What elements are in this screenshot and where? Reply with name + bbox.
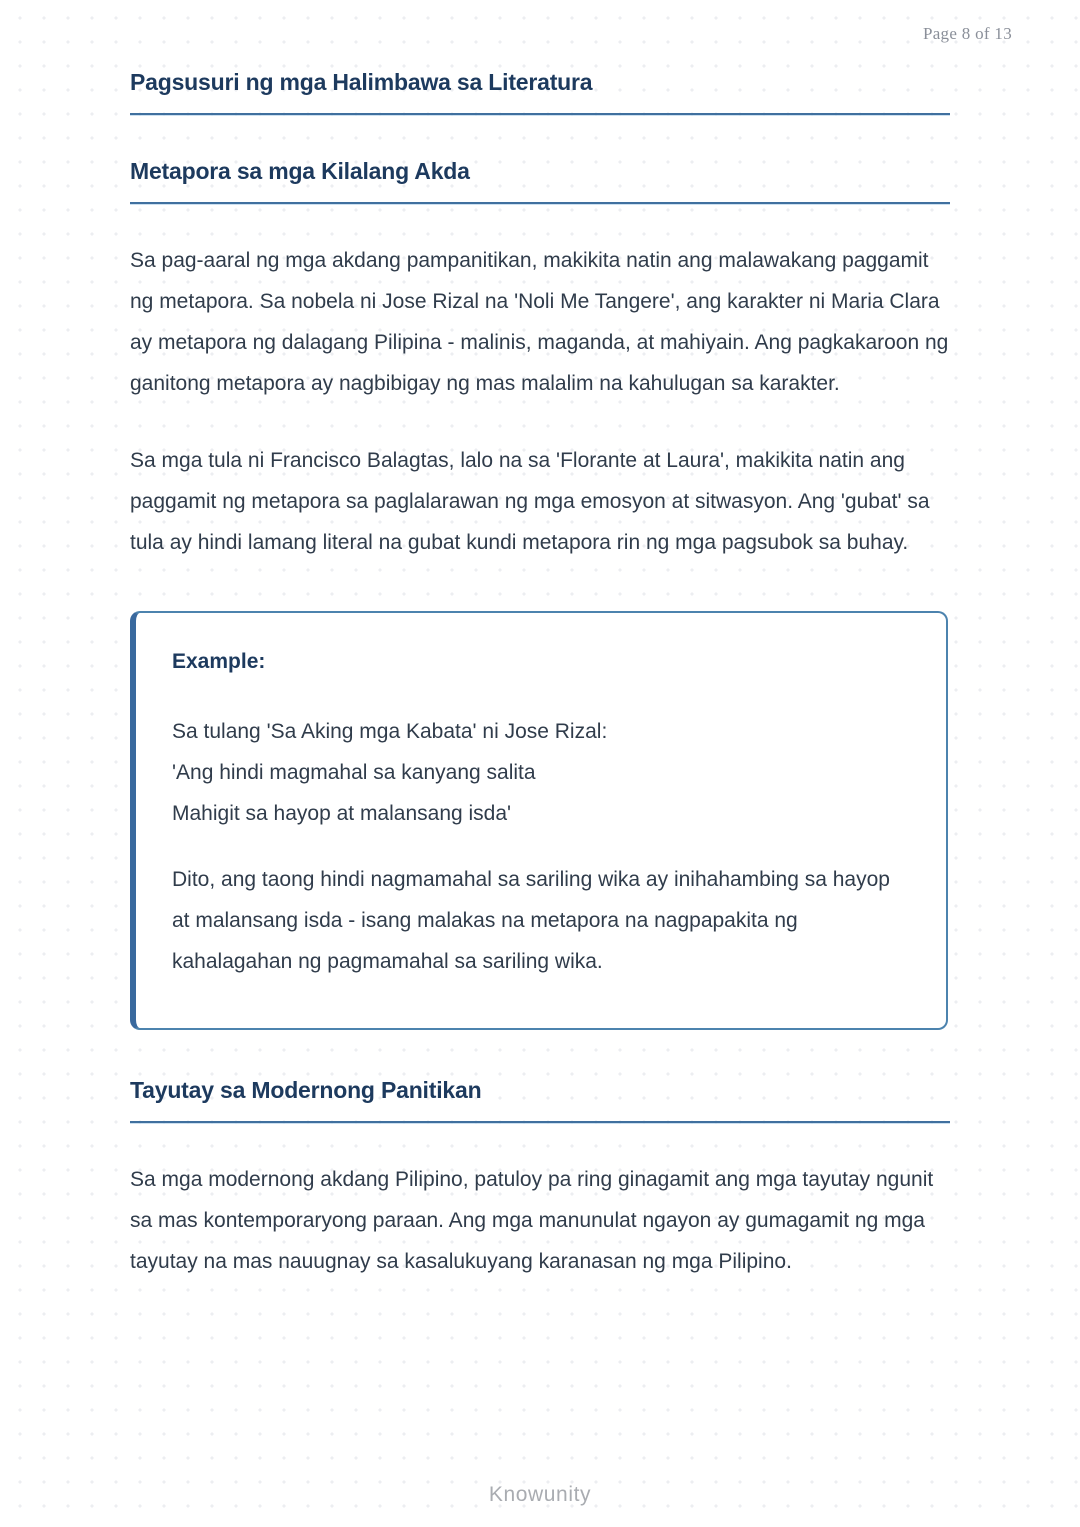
section-heading-metapora: Metapora sa mga Kilalang Akda — [130, 158, 470, 184]
document-title: Pagsusuri ng mga Halimbawa sa Literatura — [130, 69, 593, 95]
poem-line: Sa tulang 'Sa Aking mga Kabata' ni Jose Rizal: — [172, 720, 608, 743]
paragraph: Sa mga tula ni Francisco Balagtas, lalo na sa 'Florante at Laura', makikita natin ang paggamit ng metapora sa paglalarawan ng mga emosyon at sitwasyon. Ang 'gubat' sa tula ay hindi lamang literal na gubat kundi metapora rin ng mga pagsubok sa buhay. — [130, 449, 930, 554]
section-rule — [130, 1121, 950, 1123]
paragraph: Sa pag-aaral ng mga akdang pampanitikan, makikita natin ang malawakang paggamit ng metapora. Sa nobela ni Jose Rizal na 'Noli Me Tangere', ang karakter ni Maria Clara ay metapora ng dalagang Pilipina - malinis, maganda, at mahiyain. Ang pagkakaroon ng ganitong metapora ay nagbibigay ng mas malalim na kahulugan sa karakter. — [130, 249, 949, 395]
poem-line: 'Ang hindi magmahal sa kanyang salita — [172, 761, 536, 784]
section-rule — [130, 202, 950, 204]
example-label: Example: — [172, 650, 266, 673]
example-explanation: Dito, ang taong hindi nagmamahal sa sariling wika ay inihahambing sa hayop at malansang isda - isang malakas na metapora na nagpapakita ng kahalagahan ng pagmamahal sa sariling wika. — [172, 868, 890, 973]
page-indicator: Page 8 of 13 — [922, 24, 1012, 43]
poem-line: Mahigit sa hayop at malansang isda' — [172, 802, 512, 825]
section-heading-tayutay: Tayutay sa Modernong Panitikan — [130, 1077, 482, 1103]
paragraph: Sa mga modernong akdang Pilipino, patuloy pa ring ginagamit ang mga tayutay ngunit sa mas kontemporaryong paraan. Ang mga manunulat ngayon ay gumagamit ng mga tayutay na mas nauugnay sa kasalukuyang karanasan ng mga Pilipino. — [130, 1168, 934, 1273]
example-callout-box — [130, 611, 948, 1030]
document-content — [130, 0, 950, 1282]
title-rule — [130, 113, 950, 115]
footer-brand: Knowunity — [488, 1483, 592, 1506]
poem-quote — [172, 711, 906, 834]
